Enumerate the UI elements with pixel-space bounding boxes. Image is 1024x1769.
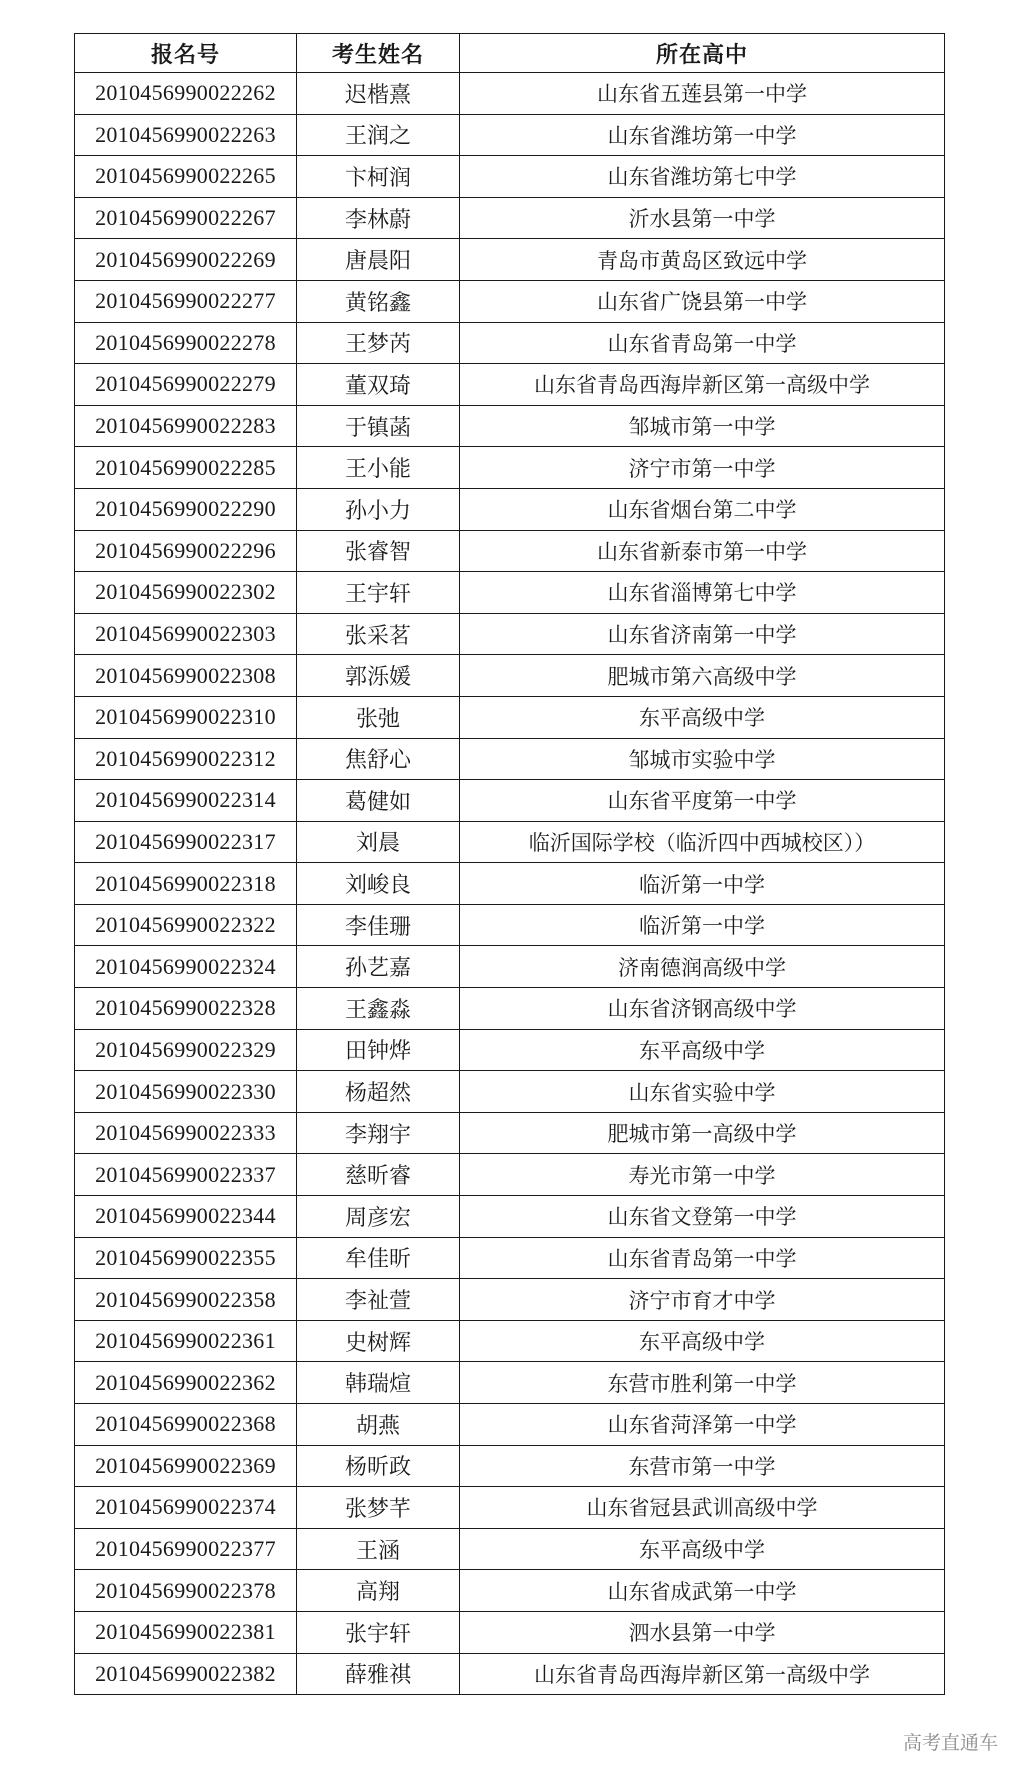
registration-number-cell: 2010456990022283 bbox=[75, 405, 297, 447]
registration-number-cell: 2010456990022330 bbox=[75, 1071, 297, 1113]
registration-number-cell: 2010456990022310 bbox=[75, 696, 297, 738]
table-row bbox=[75, 904, 945, 946]
candidate-name-cell: 孙小力 bbox=[297, 488, 460, 530]
high-school-cell: 肥城市第一高级中学 bbox=[460, 1112, 945, 1154]
table-row bbox=[75, 156, 945, 198]
candidate-name-cell: 杨昕政 bbox=[297, 1445, 460, 1487]
candidate-name-cell: 张梦芊 bbox=[297, 1487, 460, 1529]
registration-number-cell: 2010456990022328 bbox=[75, 988, 297, 1030]
candidate-name-cell: 张采茗 bbox=[297, 613, 460, 655]
candidate-name-cell: 田钟烨 bbox=[297, 1029, 460, 1071]
candidate-name-cell: 张宇轩 bbox=[297, 1611, 460, 1653]
table-row bbox=[75, 1196, 945, 1238]
registration-number-cell: 2010456990022318 bbox=[75, 863, 297, 905]
table-row bbox=[75, 613, 945, 655]
header-high-school: 所在高中 bbox=[460, 34, 945, 73]
table-row bbox=[75, 1445, 945, 1487]
registration-number-cell: 2010456990022277 bbox=[75, 280, 297, 322]
candidate-name-cell: 胡燕 bbox=[297, 1404, 460, 1446]
table-row bbox=[75, 655, 945, 697]
high-school-cell: 东营市胜利第一中学 bbox=[460, 1362, 945, 1404]
candidate-name-cell: 王润之 bbox=[297, 114, 460, 156]
candidate-name-cell: 郭泺媛 bbox=[297, 655, 460, 697]
registration-number-cell: 2010456990022337 bbox=[75, 1154, 297, 1196]
high-school-cell: 山东省实验中学 bbox=[460, 1071, 945, 1113]
table-row bbox=[75, 1029, 945, 1071]
candidate-name-cell: 黄铭鑫 bbox=[297, 280, 460, 322]
candidate-name-cell: 韩瑞煊 bbox=[297, 1362, 460, 1404]
table-row bbox=[75, 1154, 945, 1196]
high-school-cell: 山东省济钢高级中学 bbox=[460, 988, 945, 1030]
high-school-cell: 山东省淄博第七中学 bbox=[460, 572, 945, 614]
table-row bbox=[75, 1653, 945, 1695]
registration-number-cell: 2010456990022344 bbox=[75, 1196, 297, 1238]
table-body bbox=[75, 73, 945, 1695]
high-school-cell: 济宁市第一中学 bbox=[460, 447, 945, 489]
high-school-cell: 山东省五莲县第一中学 bbox=[460, 73, 945, 115]
table-row bbox=[75, 1528, 945, 1570]
candidate-name-cell: 张睿智 bbox=[297, 530, 460, 572]
candidate-name-cell: 李佳珊 bbox=[297, 904, 460, 946]
table-row bbox=[75, 73, 945, 115]
registration-number-cell: 2010456990022355 bbox=[75, 1237, 297, 1279]
candidate-name-cell: 于镇菡 bbox=[297, 405, 460, 447]
high-school-cell: 临沂国际学校（临沂四中西城校区）） bbox=[460, 821, 945, 863]
table-row bbox=[75, 1071, 945, 1113]
high-school-cell: 济宁市育才中学 bbox=[460, 1279, 945, 1321]
high-school-cell: 沂水县第一中学 bbox=[460, 197, 945, 239]
table-row bbox=[75, 821, 945, 863]
high-school-cell: 山东省新泰市第一中学 bbox=[460, 530, 945, 572]
high-school-cell: 青岛市黄岛区致远中学 bbox=[460, 239, 945, 281]
candidate-name-cell: 张弛 bbox=[297, 696, 460, 738]
header-row bbox=[75, 34, 945, 73]
high-school-cell: 山东省冠县武训高级中学 bbox=[460, 1487, 945, 1529]
candidate-name-cell: 杨超然 bbox=[297, 1071, 460, 1113]
registration-number-cell: 2010456990022333 bbox=[75, 1112, 297, 1154]
table-row bbox=[75, 1112, 945, 1154]
registration-number-cell: 2010456990022285 bbox=[75, 447, 297, 489]
registration-number-cell: 2010456990022267 bbox=[75, 197, 297, 239]
registration-number-cell: 2010456990022314 bbox=[75, 780, 297, 822]
admission-table bbox=[74, 33, 945, 1695]
table-row bbox=[75, 1237, 945, 1279]
table-row bbox=[75, 988, 945, 1030]
candidate-name-cell: 周彦宏 bbox=[297, 1196, 460, 1238]
registration-number-cell: 2010456990022374 bbox=[75, 1487, 297, 1529]
high-school-cell: 山东省青岛西海岸新区第一高级中学 bbox=[460, 1653, 945, 1695]
table-row bbox=[75, 1487, 945, 1529]
high-school-cell: 临沂第一中学 bbox=[460, 863, 945, 905]
registration-number-cell: 2010456990022378 bbox=[75, 1570, 297, 1612]
registration-number-cell: 2010456990022269 bbox=[75, 239, 297, 281]
registration-number-cell: 2010456990022290 bbox=[75, 488, 297, 530]
candidate-name-cell: 李林蔚 bbox=[297, 197, 460, 239]
registration-number-cell: 2010456990022381 bbox=[75, 1611, 297, 1653]
candidate-name-cell: 慈昕睿 bbox=[297, 1154, 460, 1196]
registration-number-cell: 2010456990022361 bbox=[75, 1320, 297, 1362]
high-school-cell: 山东省青岛第一中学 bbox=[460, 1237, 945, 1279]
table-row bbox=[75, 780, 945, 822]
candidate-name-cell: 史树辉 bbox=[297, 1320, 460, 1362]
registration-number-cell: 2010456990022324 bbox=[75, 946, 297, 988]
table-row bbox=[75, 1320, 945, 1362]
candidate-name-cell: 刘峻良 bbox=[297, 863, 460, 905]
candidate-name-cell: 刘晨 bbox=[297, 821, 460, 863]
high-school-cell: 山东省文登第一中学 bbox=[460, 1196, 945, 1238]
candidate-name-cell: 王梦芮 bbox=[297, 322, 460, 364]
registration-number-cell: 2010456990022317 bbox=[75, 821, 297, 863]
watermark-text: 高考直通车 bbox=[902, 1732, 998, 1754]
registration-number-cell: 2010456990022358 bbox=[75, 1279, 297, 1321]
high-school-cell: 济南德润高级中学 bbox=[460, 946, 945, 988]
registration-number-cell: 2010456990022369 bbox=[75, 1445, 297, 1487]
candidate-name-cell: 王小能 bbox=[297, 447, 460, 489]
table-row bbox=[75, 197, 945, 239]
high-school-cell: 寿光市第一中学 bbox=[460, 1154, 945, 1196]
high-school-cell: 东平高级中学 bbox=[460, 696, 945, 738]
high-school-cell: 山东省广饶县第一中学 bbox=[460, 280, 945, 322]
registration-number-cell: 2010456990022302 bbox=[75, 572, 297, 614]
table-row bbox=[75, 239, 945, 281]
candidate-name-cell: 唐晨阳 bbox=[297, 239, 460, 281]
table-row bbox=[75, 322, 945, 364]
high-school-cell: 山东省成武第一中学 bbox=[460, 1570, 945, 1612]
high-school-cell: 山东省潍坊第七中学 bbox=[460, 156, 945, 198]
high-school-cell: 泗水县第一中学 bbox=[460, 1611, 945, 1653]
candidate-name-cell: 王宇轩 bbox=[297, 572, 460, 614]
registration-number-cell: 2010456990022308 bbox=[75, 655, 297, 697]
table-row bbox=[75, 1362, 945, 1404]
candidate-name-cell: 牟佳昕 bbox=[297, 1237, 460, 1279]
table-row bbox=[75, 488, 945, 530]
registration-number-cell: 2010456990022278 bbox=[75, 322, 297, 364]
high-school-cell: 山东省菏泽第一中学 bbox=[460, 1404, 945, 1446]
registration-number-cell: 2010456990022329 bbox=[75, 1029, 297, 1071]
high-school-cell: 山东省青岛西海岸新区第一高级中学 bbox=[460, 364, 945, 406]
table-row bbox=[75, 405, 945, 447]
candidate-name-cell: 卞柯润 bbox=[297, 156, 460, 198]
header-candidate-name: 考生姓名 bbox=[297, 34, 460, 73]
table-row bbox=[75, 946, 945, 988]
candidate-name-cell: 王鑫淼 bbox=[297, 988, 460, 1030]
high-school-cell: 山东省济南第一中学 bbox=[460, 613, 945, 655]
candidate-name-cell: 孙艺嘉 bbox=[297, 946, 460, 988]
high-school-cell: 山东省平度第一中学 bbox=[460, 780, 945, 822]
registration-number-cell: 2010456990022303 bbox=[75, 613, 297, 655]
table-row bbox=[75, 280, 945, 322]
table-row bbox=[75, 572, 945, 614]
high-school-cell: 东平高级中学 bbox=[460, 1528, 945, 1570]
high-school-cell: 肥城市第六高级中学 bbox=[460, 655, 945, 697]
high-school-cell: 邹城市实验中学 bbox=[460, 738, 945, 780]
registration-number-cell: 2010456990022382 bbox=[75, 1653, 297, 1695]
registration-number-cell: 2010456990022262 bbox=[75, 73, 297, 115]
candidate-name-cell: 葛健如 bbox=[297, 780, 460, 822]
candidate-name-cell: 李翔宇 bbox=[297, 1112, 460, 1154]
high-school-cell: 山东省青岛第一中学 bbox=[460, 322, 945, 364]
table-row bbox=[75, 447, 945, 489]
candidate-name-cell: 焦舒心 bbox=[297, 738, 460, 780]
candidate-name-cell: 李祉萱 bbox=[297, 1279, 460, 1321]
high-school-cell: 东营市第一中学 bbox=[460, 1445, 945, 1487]
table-row bbox=[75, 530, 945, 572]
high-school-cell: 邹城市第一中学 bbox=[460, 405, 945, 447]
table-row bbox=[75, 863, 945, 905]
table-header bbox=[75, 34, 945, 73]
high-school-cell: 山东省潍坊第一中学 bbox=[460, 114, 945, 156]
registration-number-cell: 2010456990022322 bbox=[75, 904, 297, 946]
table-row bbox=[75, 1404, 945, 1446]
registration-number-cell: 2010456990022312 bbox=[75, 738, 297, 780]
roster-sheet bbox=[74, 33, 944, 1695]
high-school-cell: 临沂第一中学 bbox=[460, 904, 945, 946]
table-row bbox=[75, 1279, 945, 1321]
table-row bbox=[75, 1611, 945, 1653]
registration-number-cell: 2010456990022265 bbox=[75, 156, 297, 198]
table-row bbox=[75, 696, 945, 738]
candidate-name-cell: 高翔 bbox=[297, 1570, 460, 1612]
high-school-cell: 山东省烟台第二中学 bbox=[460, 488, 945, 530]
registration-number-cell: 2010456990022362 bbox=[75, 1362, 297, 1404]
table-row bbox=[75, 1570, 945, 1612]
table-row bbox=[75, 738, 945, 780]
candidate-name-cell: 迟楷熹 bbox=[297, 73, 460, 115]
high-school-cell: 东平高级中学 bbox=[460, 1029, 945, 1071]
registration-number-cell: 2010456990022279 bbox=[75, 364, 297, 406]
header-registration-number: 报名号 bbox=[75, 34, 297, 73]
table-row bbox=[75, 364, 945, 406]
registration-number-cell: 2010456990022263 bbox=[75, 114, 297, 156]
high-school-cell: 东平高级中学 bbox=[460, 1320, 945, 1362]
candidate-name-cell: 董双琦 bbox=[297, 364, 460, 406]
table-row bbox=[75, 114, 945, 156]
registration-number-cell: 2010456990022368 bbox=[75, 1404, 297, 1446]
candidate-name-cell: 王涵 bbox=[297, 1528, 460, 1570]
registration-number-cell: 2010456990022377 bbox=[75, 1528, 297, 1570]
candidate-name-cell: 薛雅祺 bbox=[297, 1653, 460, 1695]
registration-number-cell: 2010456990022296 bbox=[75, 530, 297, 572]
